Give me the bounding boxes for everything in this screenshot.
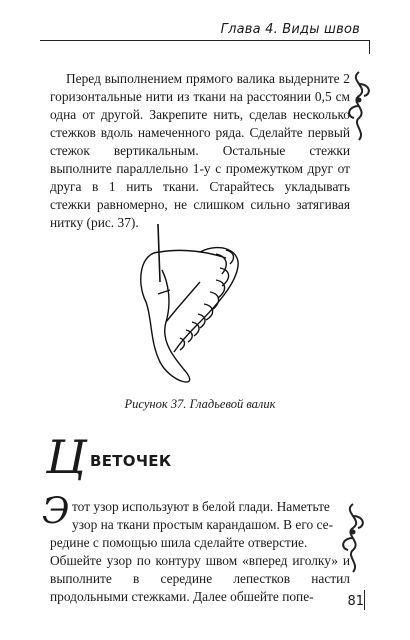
header-rule [40,40,370,41]
paragraph-line: узор на ткани простым карандашом. В его се- [72,517,334,532]
decorative-flourish-icon [336,502,370,574]
figure-caption: Рисунок 37. Гладьевой валик [124,397,276,411]
paragraph-line: Обшейте узор по контуру швом «вперед иголку» и выполните в середине лепестков настил продольными стежками. Далее обшейте попе- [50,553,350,604]
section-heading-initial: Ц [46,430,87,484]
paragraph-line: тот узор используют в белой глади. Наметьте [72,499,330,514]
satin-roll-stitch-illustration [130,222,270,392]
running-head: Глава 4. Виды швов [220,22,360,37]
footer-rule [364,590,365,610]
section-heading-text: ВЕТОЧЕК [90,452,172,470]
body-paragraph: Перед выполнением прямого валика выдерните 2 горизонтальные нити из ткани на расстоянии 0,5 см одна от другой. Закрепите нить, сделав несколько стежков вдоль намеченного ряда. Сделайте первый стежок вертикальным. Остальные стежки выполните параллельно 1-у с промежутком друг от друга в 1 нить ткани. Старайтесь укладывать стежки равномерно, не слишком сильно затягивая нитку (рис. 37). [50,71,350,230]
section-heading [46,432,246,492]
drop-cap: Э [42,491,70,532]
paragraph-line: редине с помощью шила сделайте отверстие. [50,535,308,550]
page-number: 81 [347,594,364,609]
header-rule-end [369,40,370,54]
body-paragraph-2 [50,498,350,606]
